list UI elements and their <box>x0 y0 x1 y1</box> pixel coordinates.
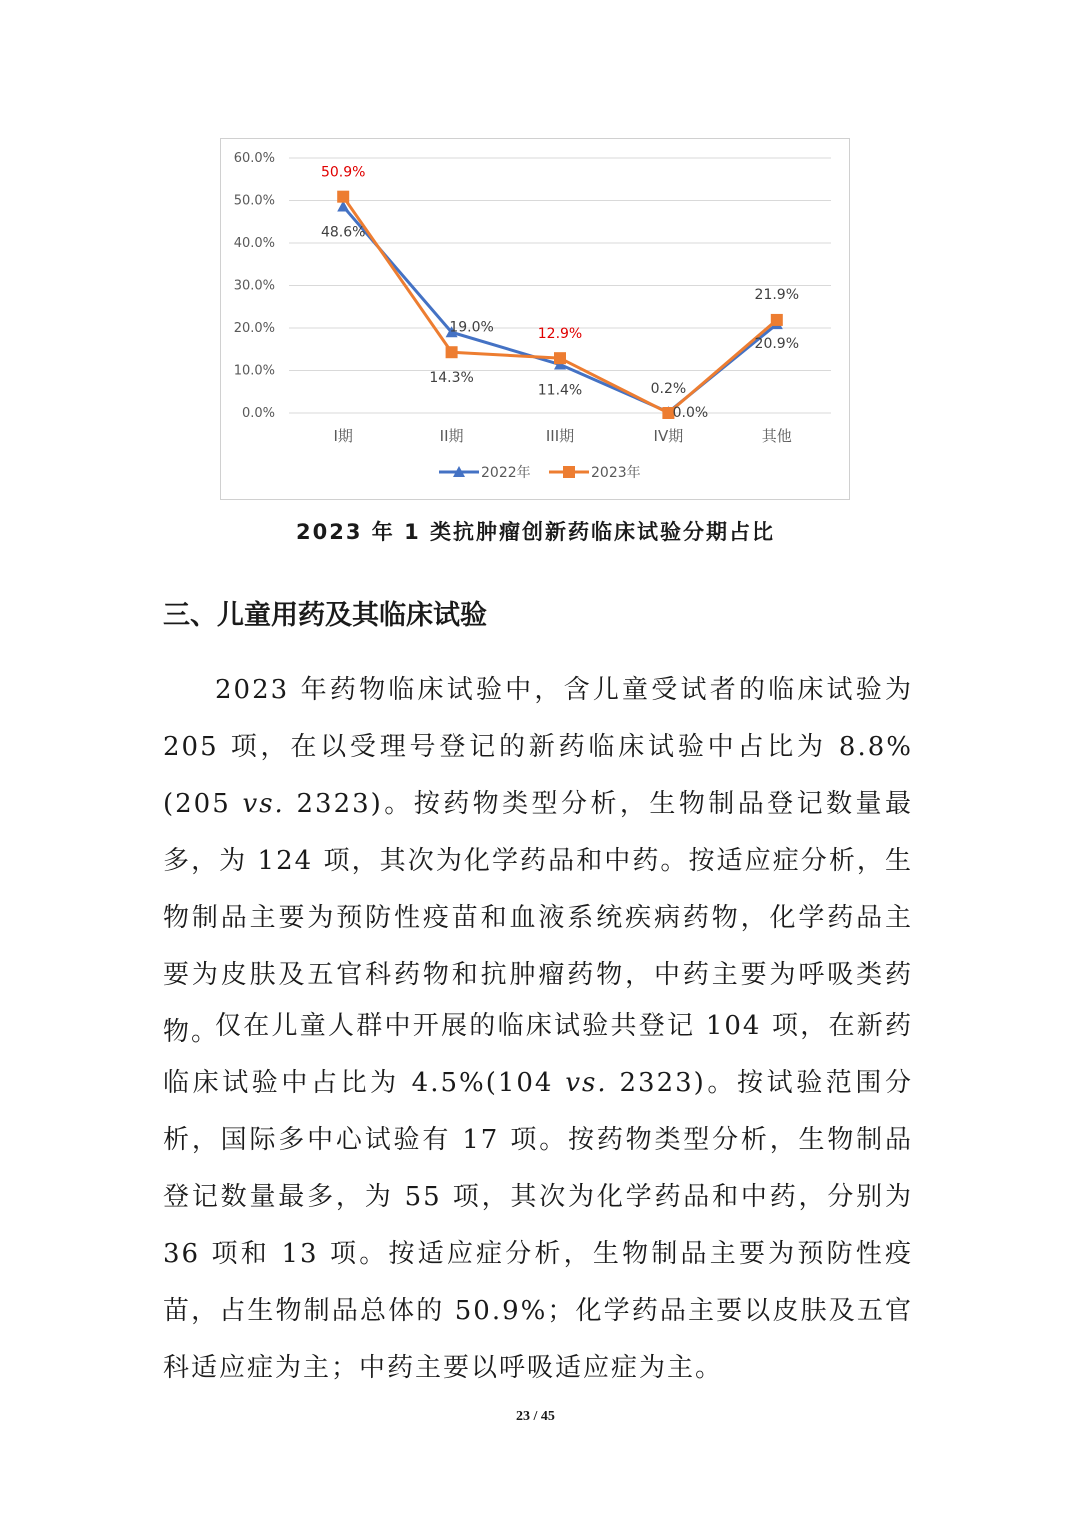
data-label: 14.3% <box>429 370 474 387</box>
x-tick-label: III期 <box>545 427 575 445</box>
paragraph-1-text-a: 2023 年药物临床试验中，含儿童受试者的临床试验为 205 项，在以受理号登记的新药临床试验中占比为 8.8%(205 <box>163 675 913 819</box>
paragraph-2-vs: vs. <box>565 1068 608 1098</box>
data-label: 19.0% <box>449 319 494 336</box>
data-label: 48.6% <box>320 224 366 241</box>
data-label: 50.9% <box>320 164 366 181</box>
data-label: 11.4% <box>537 382 583 399</box>
x-tick-label: II期 <box>439 427 464 445</box>
x-tick-label: IV期 <box>653 427 684 445</box>
paragraph-2-text-a: 仅在儿童人群中开展的临床试验共登记 104 项，在新药临床试验中占比为 4.5%(104 <box>163 1011 913 1098</box>
page-number: 23 / 45 <box>516 1409 555 1424</box>
data-label: 12.9% <box>537 326 583 343</box>
legend-label: 2022年 <box>481 465 531 481</box>
y-tick-label: 0.0% <box>241 406 275 421</box>
y-tick-label: 50.0% <box>233 193 275 209</box>
series-line-2 <box>343 197 777 413</box>
series-line-1 <box>343 206 777 412</box>
series-2-marker <box>771 314 783 326</box>
y-tick-label: 60.0% <box>233 151 275 166</box>
paragraph-1-text-b: 2323)。按药物类型分析，生物制品登记数量最多，为 124 项，其次为化学药品和中药。按适应症分析，生物制品主要为预防性疫苗和血液系统疾病药物，化学药品主要为皮肤及五官科药物和抗肿瘤药物，中药主要为呼吸类药物。 <box>163 789 913 1047</box>
paragraph-2 <box>163 998 913 1397</box>
data-label: 0.2% <box>650 381 687 398</box>
paragraph-2-text-b: 2323)。按试验范围分析，国际多中心试验有 17 项。按药物类型分析，生物制品登记数量最多，为 55 项，其次为化学药品和中药，分别为 36 项和 13 项。按适应症分析，生物制品主要为预防性疫苗，占生物制品总体的 50.9%；化学药品主要以皮肤及五官科适应症为主；中药主要以呼吸适应症为主。 <box>163 1068 914 1383</box>
series-2-marker <box>554 352 566 364</box>
line-chart <box>221 139 851 501</box>
legend-marker-2 <box>563 466 575 478</box>
chart-container <box>220 138 850 500</box>
x-tick-label: 其他 <box>761 427 792 445</box>
y-tick-label: 20.0% <box>233 321 275 336</box>
series-2-marker <box>446 346 458 358</box>
paragraph-1-vs: vs. <box>242 789 285 819</box>
legend-label: 2023年 <box>591 465 641 481</box>
y-tick-label: 10.0% <box>233 363 275 379</box>
section-title: 三、儿童用药及其临床试验 <box>163 600 487 631</box>
data-label: 20.9% <box>754 336 800 353</box>
data-label: 0.0% <box>672 405 709 421</box>
y-tick-label: 30.0% <box>233 278 275 294</box>
x-tick-label: I期 <box>333 427 353 445</box>
figure-caption: 2023 年 1 类抗肿瘤创新药临床试验分期占比 <box>296 520 775 544</box>
series-2-marker <box>337 191 349 203</box>
data-label: 21.9% <box>754 286 800 303</box>
y-tick-label: 40.0% <box>233 236 275 251</box>
